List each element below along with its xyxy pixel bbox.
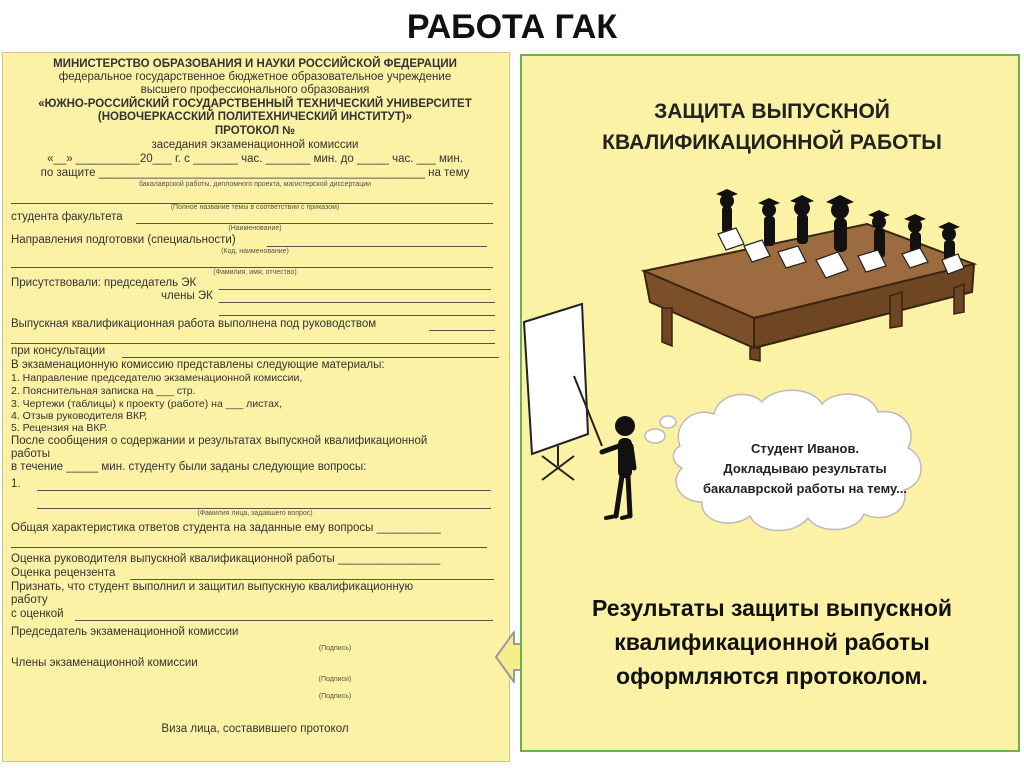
- reviewer-grade-label: Оценка рецензента: [11, 567, 116, 579]
- defense-title-line-1: ЗАЩИТА ВЫПУСКНОЙ: [654, 100, 890, 123]
- fio-rule: [11, 267, 493, 268]
- grade-label: с оценкой: [11, 608, 64, 620]
- direction-label: Направления подготовки (специальности): [11, 234, 236, 246]
- defense-panel: [520, 54, 1020, 752]
- graduation-cap-icon: [790, 195, 814, 205]
- result-line-3: оформляются протоколом.: [616, 663, 928, 689]
- material-item-1: 1. Направление председателю экзаменационной комиссии,: [11, 372, 303, 384]
- after-report-line-2: работы: [11, 448, 51, 460]
- flipchart-icon: [524, 304, 588, 480]
- result-line-1: Результаты защиты выпускной: [591, 595, 953, 621]
- speech-line-1: Студент Иванов.: [750, 441, 860, 456]
- page-title: РАБОТА ГАК: [406, 8, 618, 46]
- recognize-line-1: Признать, что студент выполнил и защитил выпускную квалификационную: [11, 581, 414, 593]
- faculty-label: студента факультета: [11, 211, 123, 223]
- members-rule-1: [219, 302, 495, 303]
- material-item-4: 4. Отзыв руководителя ВКР,: [11, 410, 148, 422]
- stick-figure-icon: [602, 416, 635, 518]
- institution-type-line-1: федеральное государственное бюджетное образовательное учреждение: [58, 71, 452, 83]
- graduation-cap-icon: [904, 214, 926, 223]
- protocol-sheet: [2, 52, 510, 762]
- committee-table: [644, 224, 974, 361]
- graduation-cap-icon: [758, 198, 780, 207]
- meeting-line: заседания экзаменационной комиссии: [151, 139, 359, 151]
- result-text: [532, 591, 1012, 693]
- after-report-line-1: После сообщения о содержании и результатах выпускной квалификационной: [11, 435, 428, 447]
- graduation-cap-icon: [826, 195, 854, 207]
- defense-title-line-2: КВАЛИФИКАЦИОННОЙ РАБОТЫ: [602, 131, 942, 154]
- speech-text: [702, 439, 908, 499]
- members-rule-2: [219, 315, 495, 316]
- university-line-2: (НОВОЧЕРКАССКИЙ ПОЛИТЕХНИЧЕСКИЙ ИНСТИТУТ)»: [97, 111, 413, 123]
- faculty-rule: [136, 223, 493, 224]
- supervisor-grade: Оценка руководителя выпускной квалификационной работы ________________: [11, 553, 441, 565]
- reviewer-rule: [130, 579, 494, 580]
- ministry-heading: МИНИСТЕРСТВО ОБРАЗОВАНИЯ И НАУКИ РОССИЙСКОЙ ФЕДЕРАЦИИ: [53, 58, 457, 70]
- consult-rule: [122, 357, 499, 358]
- questions-line: в течение _____ мин. студенту были заданы следующие вопросы:: [11, 461, 367, 473]
- supervisor-rule: [429, 330, 495, 331]
- asker-note: (Фамилия лица, задавшего вопрос): [197, 510, 313, 517]
- result-line-2: квалификационной работы: [614, 629, 930, 655]
- answers-label: Общая характеристика ответов студента на заданные ему вопросы __________: [11, 522, 441, 534]
- chairman-signature-note: (Подпись): [318, 645, 352, 652]
- institution-type-line-2: высшего профессионального образования: [140, 84, 370, 96]
- speech-line-3: бакалаврской работы на тему...: [703, 481, 907, 496]
- question-number: 1.: [11, 478, 21, 490]
- university-line-1: «ЮЖНО-РОССИЙСКИЙ ГОСУДАРСТВЕННЫЙ ТЕХНИЧЕСКИЙ УНИВЕРСИТЕТ: [38, 98, 472, 110]
- fio-note: (Фамилия, имя, отчество): [213, 269, 297, 276]
- answers-rule: [11, 547, 487, 548]
- recognize-line-2: работу: [11, 594, 48, 606]
- committee-member-1: [716, 189, 738, 234]
- materials-label: В экзаменационную комиссию представлены следующие материалы:: [11, 359, 385, 371]
- graduation-cap-icon: [716, 189, 738, 198]
- material-item-5: 5. Рецензия на ВКР.: [11, 422, 108, 434]
- protocol-title: ПРОТОКОЛ №: [214, 125, 296, 137]
- direction-rule: [267, 246, 487, 247]
- present-label: Присутствовали: председатель ЭК: [11, 277, 197, 289]
- supervisor-label: Выпускная квалификационная работа выполнена под руководством: [11, 318, 377, 330]
- visa-line: Виза лица, составившего протокол: [161, 723, 349, 735]
- members-label: члены ЭК: [161, 290, 213, 302]
- supervisor-rule-2: [11, 343, 495, 344]
- extra-signature-note: (Подпись): [318, 693, 352, 700]
- commission-members-label: Члены экзаменационной комиссии: [11, 657, 198, 669]
- question-rule-1: [37, 490, 491, 491]
- work-types-note: бакалаврской работы, дипломного проекта, магистерской диссертации: [138, 181, 372, 188]
- consult-label: при консультации: [11, 345, 106, 357]
- committee-member-2: [758, 198, 780, 246]
- grade-rule: [75, 620, 493, 621]
- graduation-cap-icon: [938, 222, 960, 231]
- chairman-label: Председатель экзаменационной комиссии: [11, 626, 239, 638]
- material-item-3: 3. Чертежи (таблицы) к проекту (работе) на ___ листах,: [11, 398, 283, 410]
- graduation-cap-icon: [868, 210, 890, 219]
- defense-line: по защите ___________________________________________________ на тему: [40, 167, 470, 179]
- speech-line-2: Докладываю результаты: [723, 461, 887, 476]
- name-note: (Наименование): [228, 225, 282, 232]
- code-note: (Код, наименование): [221, 248, 289, 255]
- topic-note: (Полное название темы в соответствии с приказом): [170, 204, 340, 211]
- defense-title: [562, 96, 982, 158]
- question-rule-2: [37, 508, 491, 509]
- chair-rule: [219, 289, 491, 290]
- members-signature-note: (Подписи): [318, 676, 352, 683]
- date-line: «__» __________20___ г. с _______ час. _______ мин. до _____ час. ___ мин.: [47, 153, 463, 165]
- material-item-2: 2. Пояснительная записка на ___ стр.: [11, 385, 196, 397]
